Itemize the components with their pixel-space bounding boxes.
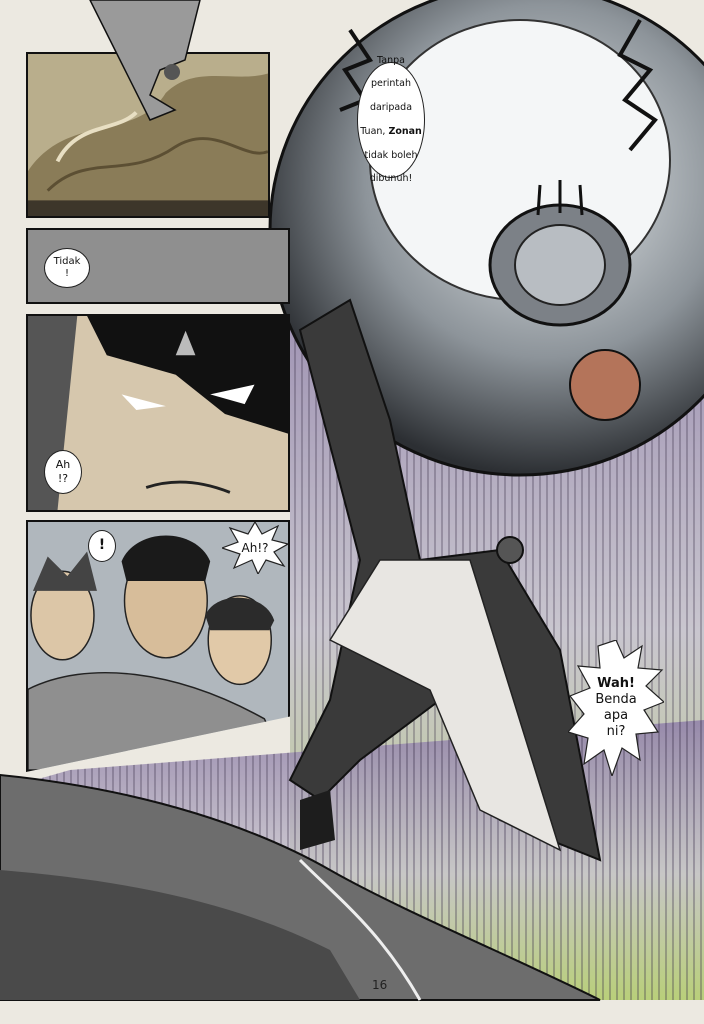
zonan-name: Zonan — [388, 125, 422, 137]
wah-text: Wah! Benda apa ni? — [595, 675, 637, 740]
speech-bubble-tidak: Tidak ! — [44, 248, 90, 288]
speech-bubble-orb-warning — [357, 54, 425, 185]
speech-bubble-ah: Ah !? — [44, 450, 82, 494]
speech-bubble-exclaim: ! — [88, 530, 116, 562]
burst-bubble-wah — [568, 640, 664, 776]
page-number: 16 — [372, 978, 388, 992]
burst-bubble-ah: Ah!? — [222, 522, 288, 574]
orb-warning-text: Tanpa perintah daripada Tuan, Zonan tidak boleh dibunuh! — [360, 54, 422, 185]
